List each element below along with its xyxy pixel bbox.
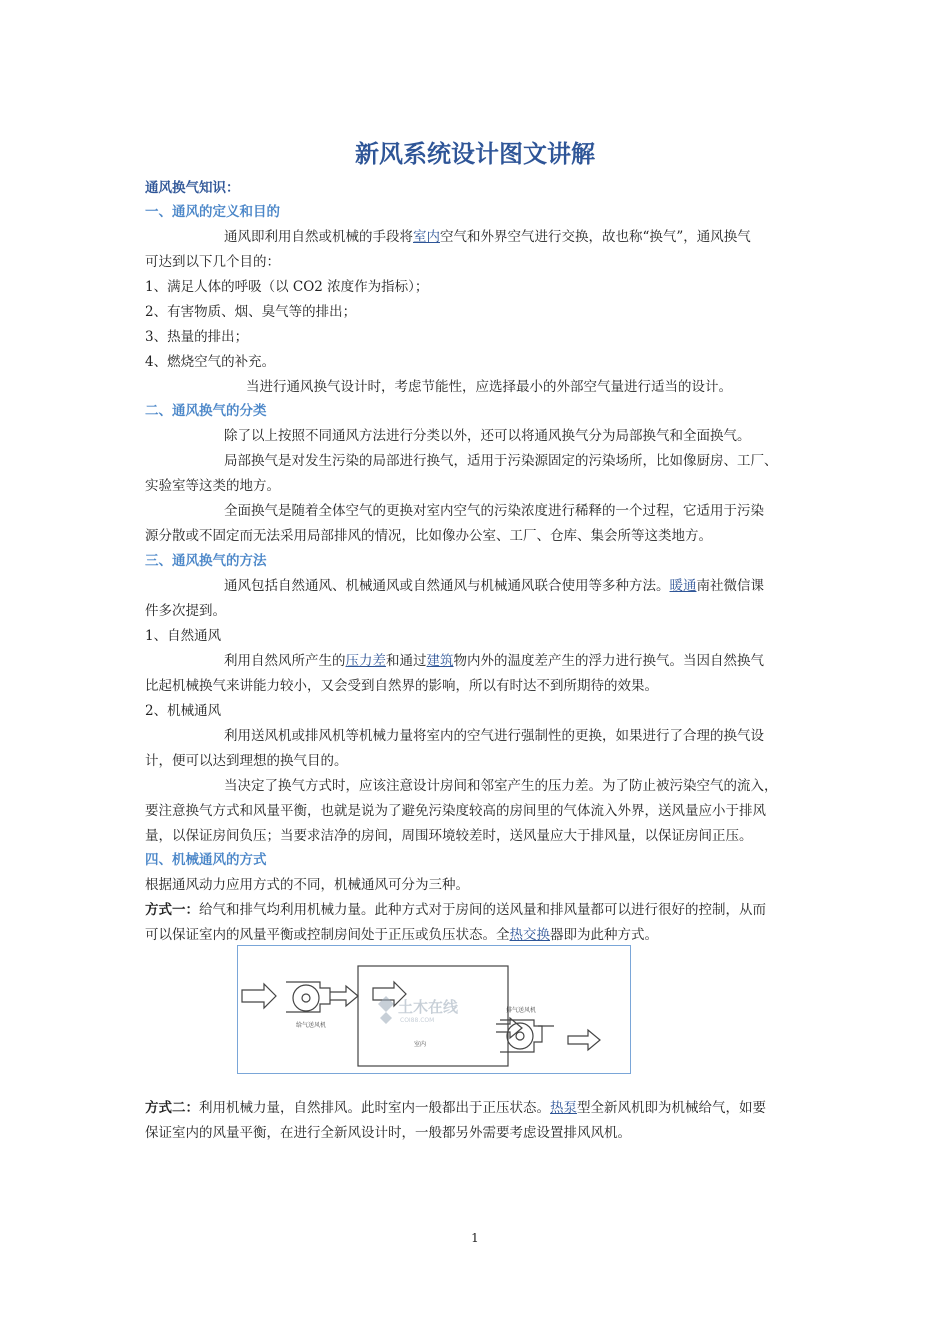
exhaust-fan-label: 排气送风机 bbox=[506, 1007, 537, 1014]
ventilation-diagram-svg bbox=[238, 946, 630, 1073]
section-1-heading: 一、通风的定义和目的 bbox=[145, 204, 280, 220]
paragraph-cont: 量，以保证房间负压；当要求洁净的房间，周围环境较差时，送风量应大于排风量，以保证房间正压。 bbox=[145, 828, 753, 844]
section-3-heading: 三、通风换气的方法 bbox=[145, 553, 267, 569]
room-label: 室内 bbox=[414, 1041, 427, 1048]
paragraph: 通风即利用自然或机械的手段将室内空气和外界空气进行交换，故也称“换气”，通风换气 bbox=[224, 229, 751, 245]
paragraph-cont: 可以保证室内的风量平衡或控制房间处于正压或负压状态。全热交换器即为此种方式。 bbox=[145, 927, 658, 943]
paragraph: 全面换气是随着全体空气的更换对室内空气的污染浓度进行稀释的一个过程，它适用于污染 bbox=[224, 503, 764, 519]
section-4-heading: 四、机械通风的方式 bbox=[145, 852, 267, 868]
paragraph-cont: 实验室等这类的地方。 bbox=[145, 478, 280, 494]
link-heat-pump[interactable]: 热泵 bbox=[550, 1100, 577, 1116]
link-pressure-diff[interactable]: 压力差 bbox=[345, 653, 386, 669]
supply-arrow-icon bbox=[330, 986, 358, 1006]
paragraph: 利用自然风所产生的压力差和通过建筑物内外的温度差产生的浮力进行换气。当因自然换气 bbox=[224, 653, 764, 669]
method-1-label: 方式一： bbox=[145, 902, 199, 918]
ventilation-diagram bbox=[237, 945, 631, 1074]
intro-heading: 通风换气知识： bbox=[145, 180, 240, 196]
list-item: 1、满足人体的呼吸（以 CO2 浓度作为指标）； bbox=[145, 279, 429, 295]
paragraph: 通风包括自然通风、机械通风或自然通风与机械通风联合使用等多种方法。暖通南社微信课 bbox=[224, 578, 764, 594]
paragraph: 当进行通风换气设计时，考虑节能性，应选择最小的外部空气量进行适当的设计。 bbox=[246, 379, 732, 395]
outflow-arrow-icon bbox=[538, 1026, 600, 1050]
paragraph-cont: 保证室内的风量平衡，在进行全新风设计时，一般都另外需要考虑设置排风风机。 bbox=[145, 1125, 631, 1141]
supply-fan-label: 给气送风机 bbox=[296, 1022, 327, 1029]
list-item: 4、燃烧空气的补充。 bbox=[145, 354, 276, 370]
paragraph-cont: 可达到以下几个目的： bbox=[145, 254, 280, 270]
subheading: 2、机械通风 bbox=[145, 703, 222, 719]
exhaust-fan-body bbox=[500, 1020, 542, 1052]
exhaust-in-arrow-icon bbox=[496, 1018, 522, 1038]
watermark-subtext: COI88.COM bbox=[400, 1017, 435, 1024]
watermark-logo-icon bbox=[378, 996, 459, 1024]
paragraph: 当决定了换气方式时，应该注意设计房间和邻室产生的压力差。为了防止被污染空气的流入， bbox=[224, 778, 778, 794]
link-building[interactable]: 建筑 bbox=[426, 653, 454, 669]
link-heat-exchange[interactable]: 热交换 bbox=[509, 927, 550, 943]
paragraph-cont: 计，便可以达到理想的换气目的。 bbox=[145, 753, 348, 769]
section-2-heading: 二、通风换气的分类 bbox=[145, 403, 267, 419]
list-item: 2、有害物质、烟、臭气等的排出； bbox=[145, 304, 357, 320]
paragraph: 局部换气是对发生污染的局部进行换气，适用于污染源固定的污染场所，比如像厨房、工厂、 bbox=[224, 453, 778, 469]
link-indoor[interactable]: 室内 bbox=[413, 229, 440, 245]
supply-fan-icon bbox=[293, 985, 319, 1011]
link-hvac[interactable]: 暖通 bbox=[669, 578, 697, 594]
method-2-label: 方式二： bbox=[145, 1100, 199, 1116]
paragraph: 方式二：利用机械力量，自然排风。此时室内一般都出于正压状态。热泵型全新风机即为机械给气，如要 bbox=[145, 1100, 766, 1116]
subheading: 1、自然通风 bbox=[145, 628, 222, 644]
watermark-text: 土木在线 bbox=[398, 998, 459, 1016]
paragraph-cont: 源分散或不固定而无法采用局部排风的情况，比如像办公室、工厂、仓库、集会所等这类地方。 bbox=[145, 528, 712, 544]
list-item: 3、热量的排出； bbox=[145, 329, 249, 345]
paragraph-cont: 要注意换气方式和风量平衡，也就是说为了避免污染度较高的房间里的气体流入外界，送风量应小于排风 bbox=[145, 803, 766, 819]
paragraph: 除了以上按照不同通风方法进行分类以外，还可以将通风换气分为局部换气和全面换气。 bbox=[224, 428, 751, 444]
paragraph: 根据通风动力应用方式的不同，机械通风可分为三种。 bbox=[145, 877, 469, 893]
paragraph-cont: 件多次提到。 bbox=[145, 603, 226, 619]
page-number: 1 bbox=[471, 1231, 479, 1245]
room-box bbox=[358, 966, 508, 1066]
page-title: 新风系统设计图文讲解 bbox=[355, 140, 595, 168]
paragraph-cont: 比起机械换气来讲能力较小，又会受到自然界的影响，所以有时达不到所期待的效果。 bbox=[145, 678, 658, 694]
inflow-arrow-icon bbox=[242, 984, 276, 1008]
paragraph: 方式一：给气和排气均利用机械力量。此种方式对于房间的送风量和排风量都可以进行很好的控制，从而 bbox=[145, 902, 766, 918]
paragraph: 利用送风机或排风机等机械力量将室内的空气进行强制性的更换，如果进行了合理的换气设 bbox=[224, 728, 764, 744]
